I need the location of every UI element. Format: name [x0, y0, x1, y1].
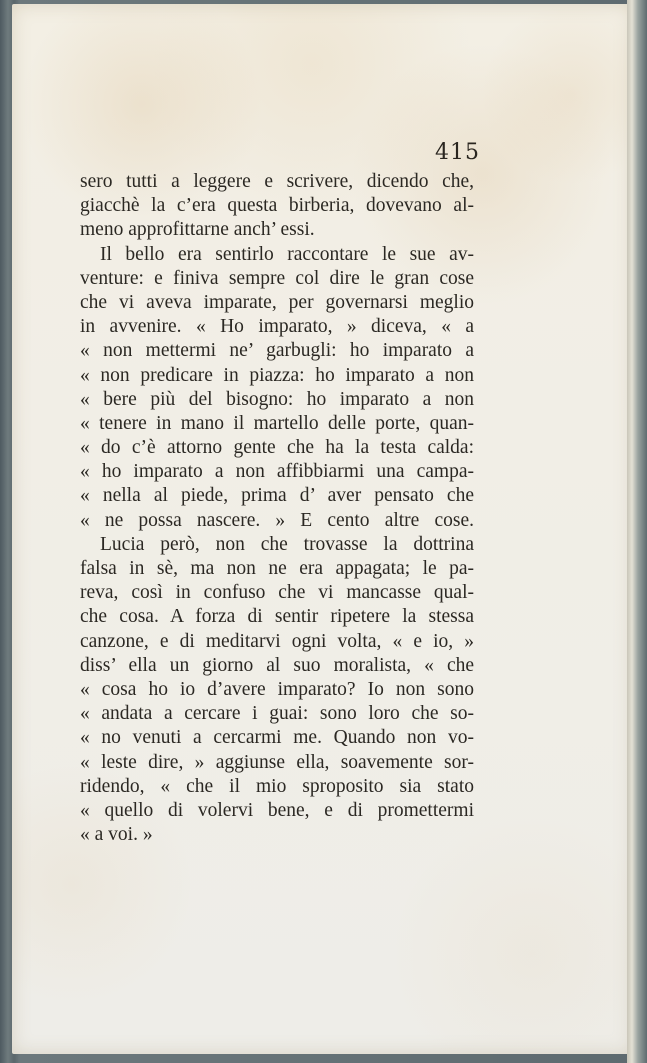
- text-line: « do c’è attorno gente che ha la testa calda:: [80, 437, 474, 459]
- text-line: « andata a cercare i guai: sono loro che so-: [80, 703, 474, 725]
- text-line: « ho imparato a non affibbiarmi una campa-: [80, 461, 474, 483]
- text-line: « non mettermi ne’ garbugli: ho imparato a: [80, 340, 474, 362]
- text-line: « leste dire, » aggiunse ella, soavemente sor-: [80, 751, 474, 773]
- text-line: giacchè la c’era questa birberia, dovevano al-: [80, 195, 474, 217]
- text-line: diss’ ella un giorno al suo moralista, « che: [80, 654, 474, 676]
- text-line: canzone, e di meditarvi ogni volta, « e io, »: [80, 630, 474, 652]
- text-line: che cosa. A forza di sentir ripetere la stessa: [80, 606, 474, 628]
- text-line: « bere più del bisogno: ho imparato a non: [80, 388, 474, 410]
- text-line: « a voi. »: [80, 824, 153, 846]
- text-line: falsa in sè, ma non ne era appagata; le pa-: [80, 558, 474, 579]
- text-line: « tenere in mano il martello delle porte, quan-: [80, 412, 474, 434]
- paper-page: [12, 4, 632, 1054]
- text-line: Il bello era sentirlo raccontare le sue av-: [100, 243, 474, 265]
- body-text: [80, 170, 474, 847]
- text-line: Lucia però, non che trovasse la dottrina: [100, 533, 474, 555]
- text-line: reva, così in confuso che vi mancasse qual-: [80, 582, 474, 604]
- text-line: « quello di volervi bene, e di promettermi: [80, 799, 474, 821]
- text-line: ridendo, « che il mio sproposito sia stato: [80, 775, 474, 797]
- text-line: « non predicare in piazza: ho imparato a non: [80, 364, 474, 386]
- text-line: che vi aveva imparate, per governarsi meglio: [80, 291, 474, 313]
- text-line: « ne possa nascere. » E cento altre cose.: [80, 509, 474, 531]
- page-edge: [627, 0, 647, 1063]
- text-line: in avvenire. « Ho imparato, » diceva, « a: [80, 316, 474, 338]
- page-number: 415: [435, 140, 480, 165]
- text-line: venture: e finiva sempre col dire le gran cose: [80, 267, 474, 289]
- text-line: « nella al piede, prima d’ aver pensato che: [80, 485, 474, 507]
- text-line: sero tutti a leggere e scrivere, dicendo che,: [80, 171, 474, 192]
- text-line: « cosa ho io d’avere imparato? Io non sono: [80, 678, 474, 700]
- text-line: meno approfittarne anch’ essi.: [80, 219, 315, 241]
- text-line: « no venuti a cercarmi me. Quando non vo-: [80, 727, 474, 749]
